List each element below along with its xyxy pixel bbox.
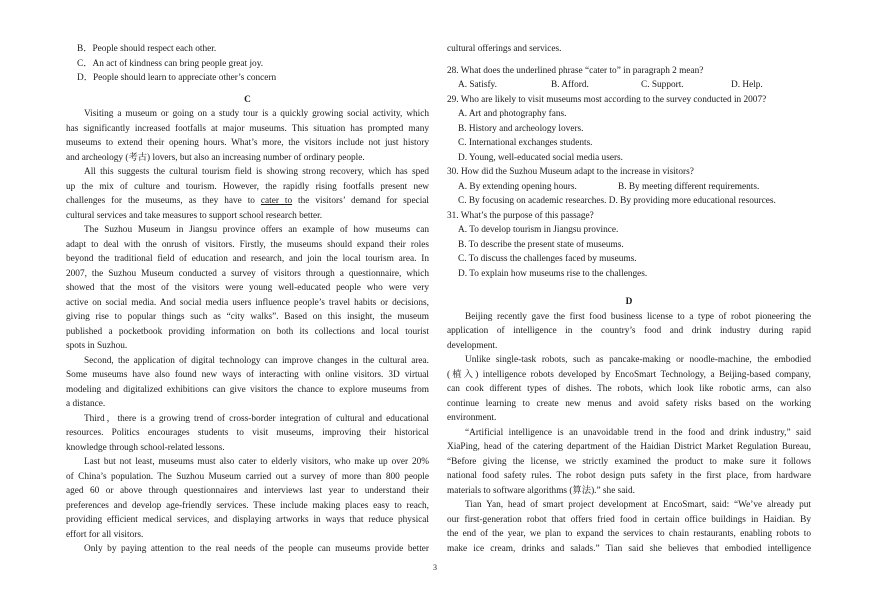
d-p3-line: “Artificial intelligence is an unavoidable trend in the food and drink industry,” said <box>465 427 811 438</box>
c-p4-line: modeling and digitalized exhibitions can give visitors the chance to explore museums from <box>66 384 429 395</box>
d-p3-line: XiaPing, head of the catering department of the Haidian District Market Regulation Bureau, <box>447 442 811 452</box>
left-column <box>66 42 429 557</box>
c-p6-line: providing efficient medical services, and displaying artworks in ways that reduce physical <box>66 515 429 525</box>
d-p4-line: the end of the year, we plan to expand the services to chain restaurants, enabling robots to <box>447 529 811 539</box>
c-p3-line: showed that the most of the visitors were young well-educated people who were very <box>66 283 429 293</box>
d-p1-line: development. <box>447 340 498 351</box>
q31-option: D. To explain how museums rise to the challenges. <box>458 268 648 279</box>
q29-stem: 29. Who are likely to visit museums most according to the survey conducted in 2007? <box>447 94 767 105</box>
d-p4-line: Tian Yan, head of smart project development at EncoSmart, said: “We’ve already put <box>465 500 811 510</box>
q31-option: B. To describe the present state of museums. <box>458 239 624 250</box>
d-p1-line: application of intelligence in the country’s food and drink industry during rapid <box>447 326 811 336</box>
c-p2-post: the visitors’ demand for special <box>292 196 429 206</box>
q28-option-b: B. Afford. <box>551 80 589 90</box>
c-p4-line: a distance. <box>66 399 106 409</box>
c-p3-line: published a pocketbook providing information on both its collections and local tourist <box>66 326 429 337</box>
d-p2-line: Unlike single-task robots, such as pancake-making or noodle-machine, the embodied <box>465 355 811 365</box>
c-p1-line: has significantly increased footfalls at major museums. This situation has prompted many <box>66 123 429 134</box>
c-p3-line: active on social media. And social media users influence people’s travel habits or decisions, <box>66 297 429 308</box>
q30-options-ab <box>447 180 811 195</box>
c-p3-line: The Suzhou Museum in Jiangsu province offers an example of how museums can <box>84 225 429 235</box>
c-p3-line: giving rise to popular things such as “city walks”. Based on this insight, the museum <box>66 312 429 322</box>
c-p6-line: preferences and develop age-friendly services. These include making places easy to reach, <box>66 500 429 511</box>
q28-option-a: A. Satisfy. <box>458 80 497 90</box>
c-continuation: cultural offerings and services. <box>447 44 562 54</box>
c-p4-line: Second, the application of digital technology can improve changes in the cultural area. <box>84 355 429 366</box>
c-p5-line: resources. Politics encourages students to visit museums, improving their historical <box>66 428 429 438</box>
section-c-title: C <box>244 94 251 105</box>
q30-option-a: A. By extending opening hours. <box>458 181 577 192</box>
c-p3-line: spots in Suzhou. <box>66 341 128 351</box>
cater-to-underlined: cater to <box>260 196 293 206</box>
section-d-title: D <box>625 297 633 307</box>
d-p3-line: “Before giving the license, we strictly examined the product to make sure it follows <box>447 456 811 467</box>
q28-option-d: D. Help. <box>731 80 763 90</box>
c-p1-line: and archeology (考古) lovers, but also an increasing number of ordinary people. <box>66 152 365 163</box>
page-number: 3 <box>433 563 437 572</box>
prev-option-b: B．People should respect each other. <box>77 44 217 54</box>
d-p2-line: environment. <box>447 413 497 423</box>
c-p1-line: Visiting a museum or going on a study tour is a quickly growing social activity, which <box>84 109 429 119</box>
d-p1-line: Beijing recently gave the first food business license to a type of robot pioneering the <box>465 311 811 322</box>
q29-option: B. History and archeology lovers. <box>458 123 584 134</box>
c-p6-line: aged 60 or above through questionnaires and interviews last year to understand their <box>66 486 429 496</box>
right-column <box>447 42 811 556</box>
c-p4-line: Some museums have also found new ways of interacting with online visitors. 3D virtual <box>66 370 429 380</box>
c-p2-line: up the mix of culture and tourism. However, the rapidly rising footfalls present new <box>66 181 429 192</box>
c-p2-line <box>66 194 429 209</box>
q30-options-cd: C. By focusing on academic researches. D. By providing more educational resources. <box>458 196 776 206</box>
c-p6-line: of China’s population. The Suzhou Museum carried out a survey of more than 800 people <box>66 471 429 482</box>
c-p5-line: knowledge through school-related lessons. <box>66 442 225 453</box>
d-p3-line: national food safety rules. The robot design puts safety in the first place, from hardware <box>447 471 811 481</box>
c-p6-line: effort for all visitors. <box>66 529 144 540</box>
q31-stem: 31. What’s the purpose of this passage? <box>447 210 594 221</box>
prev-option-d: D．People should learn to appreciate other’s concern <box>77 73 277 83</box>
q28-stem: 28. What does the underlined phrase “cater to” in paragraph 2 mean? <box>447 65 704 76</box>
q28-option-c: C. Support. <box>641 80 684 90</box>
q28-options <box>447 78 811 93</box>
d-p4-line: make ice cream, drinks and salads.” Tian said she believes that embodied intelligence <box>447 543 811 554</box>
q30-stem: 30. How did the Suzhou Museum adapt to the increase in visitors? <box>447 167 694 177</box>
prev-option-c: C．An act of kindness can bring people great joy. <box>77 58 264 69</box>
c-p7-line: Only by paying attention to the real needs of the people can museums provide better <box>84 544 429 554</box>
c-p2-line: All this suggests the cultural tourism field is showing strong recovery, which has sped <box>84 167 429 177</box>
d-p2-line: continue learning to create new menus and avoid safety risks based on the working <box>447 398 811 409</box>
c-p3-line: beyond the traditional field of education and research, and join the local tourism area. In <box>66 254 429 264</box>
q31-option: A. To develop tourism in Jiangsu province. <box>458 225 619 235</box>
q30-option-b: B. By meeting different requirements. <box>618 181 760 192</box>
c-p6-line: Last but not least, museums must also cater to elderly visitors, who make up over 20% <box>84 457 429 467</box>
d-p2-line: can cook different types of dishes. The robots, which look like robotic arms, can also <box>447 384 811 394</box>
d-p3-line: materials to software algorithms (算法).” she said. <box>447 485 635 496</box>
c-p2-line: cultural services and take measures to support school research better. <box>66 210 323 221</box>
q31-option: C. To discuss the challenges faced by museums. <box>458 254 637 264</box>
c-p3-line: adapt to deal with the onrush of visitors. Firstly, the museums should expand their roles <box>66 239 429 250</box>
q29-option: D. Young, well-educated social media users. <box>458 152 623 163</box>
q29-option: C. International exchanges students. <box>458 138 593 148</box>
c-p5-line: Third，there is a growing trend of cross-border integration of cultural and educational <box>84 413 429 424</box>
c-p3-line: 2007, the Suzhou Museum conducted a survey of visitors through a questionnaire, which <box>66 268 429 279</box>
d-p2-line: (植入) intelligence robots developed by EncoSmart Technology, a Beijing-based company, <box>447 369 811 380</box>
c-p1-line: museums to extend their opening hours. What’s more, the visitors include not just history <box>66 138 429 148</box>
q29-option: A. Art and photography fans. <box>458 109 567 119</box>
d-p4-line: our first-generation robot that offers fried food in certain office buildings in Haidian. By <box>447 514 811 525</box>
c-p2-pre: challenges for the museums, as they have to <box>66 196 261 206</box>
